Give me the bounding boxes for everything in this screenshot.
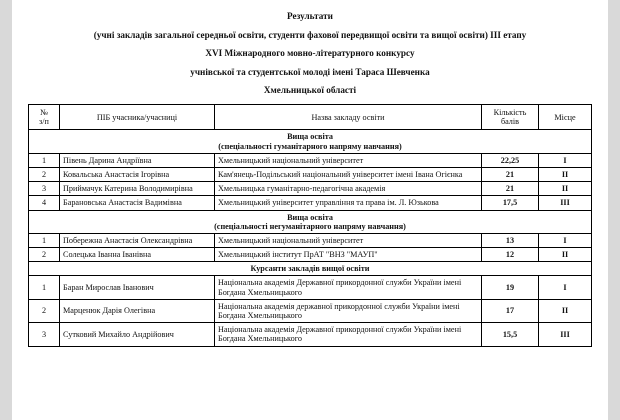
row-participant: Приймачук Катерина Володимирівна xyxy=(60,182,215,196)
row-score: 12 xyxy=(482,248,539,262)
results-table xyxy=(28,104,592,347)
document-body xyxy=(12,0,608,355)
section-heading xyxy=(29,210,592,233)
row-institution: Хмельницький інститут ПрАТ "ВНЗ "МАУП" xyxy=(215,248,482,262)
section-heading-row xyxy=(29,210,592,233)
row-number: 2 xyxy=(29,248,60,262)
title-line-4: учнівської та студентської молоді імені Тараса Шевченка xyxy=(190,66,430,77)
section-heading-line1: Курсанти закладів вищої освіти xyxy=(250,264,370,274)
row-institution: Національна академія Державної прикордонної служби України імені Богдана Хмельницького xyxy=(215,276,482,299)
row-participant: Марценюк Дарія Олегівна xyxy=(60,299,215,322)
row-institution: Хмельницький університет управління та права ім. Л. Юзькова xyxy=(215,196,482,210)
row-place: ІІІ xyxy=(539,323,592,346)
title-line-5: Хмельницької області xyxy=(263,84,357,95)
row-number: 1 xyxy=(29,276,60,299)
row-score: 19 xyxy=(482,276,539,299)
row-number: 1 xyxy=(29,153,60,167)
header-institution: Назва закладу освіти xyxy=(215,105,482,130)
table-row xyxy=(29,299,592,322)
table-row xyxy=(29,196,592,210)
header-number-line2: з/п xyxy=(39,117,49,127)
row-score: 17 xyxy=(482,299,539,322)
header-score-line1: Кількість xyxy=(493,108,527,118)
title-line-1: Результати xyxy=(287,11,333,21)
row-score: 13 xyxy=(482,233,539,247)
section-heading-line1: Вища освіта xyxy=(287,132,333,142)
document-title-block xyxy=(28,12,592,95)
title-line-3: XVI Міжнародного мовно-літературного конкурсу xyxy=(205,48,415,59)
row-participant: Ковальська Анастасія Ігорівна xyxy=(60,167,215,181)
row-number: 4 xyxy=(29,196,60,210)
table-row xyxy=(29,153,592,167)
section-heading xyxy=(29,130,592,153)
row-participant: Півень Дарина Андріївна xyxy=(60,153,215,167)
section-heading-row xyxy=(29,130,592,153)
table-row xyxy=(29,248,592,262)
row-place: І xyxy=(539,153,592,167)
table-header xyxy=(29,105,592,130)
table-row xyxy=(29,233,592,247)
header-number-line1: № xyxy=(40,108,48,118)
section-heading-line1: Вища освіта xyxy=(287,212,333,222)
row-score: 21 xyxy=(482,182,539,196)
table-header-row xyxy=(29,105,592,130)
table-row xyxy=(29,323,592,346)
row-institution: Хмельницька гуманітарно-педагогічна академія xyxy=(215,182,482,196)
row-score: 21 xyxy=(482,167,539,181)
header-score-line2: балів xyxy=(500,117,520,127)
header-score xyxy=(482,105,539,130)
header-participant: ПІБ учасника/учасниці xyxy=(60,105,215,130)
section-heading-line2: (спеціальності негуманітарного напряму навчання) xyxy=(214,221,406,231)
row-number: 1 xyxy=(29,233,60,247)
section-heading xyxy=(29,262,592,276)
title-line-2: (учні закладів загальної середньої освіти, студенти фахової передвищої освіти та вищої освіти) ІІІ етапу xyxy=(93,30,527,41)
table-row xyxy=(29,167,592,181)
row-participant: Сутковий Михайло Андрійович xyxy=(60,323,215,346)
header-place: Місце xyxy=(539,105,592,130)
row-place: І xyxy=(539,276,592,299)
row-institution: Національна академія державної прикордонної служби України імені Богдана Хмельницького xyxy=(215,299,482,322)
table-row xyxy=(29,182,592,196)
row-participant: Баран Мирослав Іванович xyxy=(60,276,215,299)
row-number: 2 xyxy=(29,299,60,322)
row-score: 22,25 xyxy=(482,153,539,167)
row-participant: Побережна Анастасія Олександрівна xyxy=(60,233,215,247)
section-heading-line2: (спеціальності гуманітарного напряму навчання) xyxy=(218,141,402,151)
row-institution: Хмельницький національний університет xyxy=(215,153,482,167)
row-institution: Національна академія Державної прикордонної служби України імені Богдана Хмельницького xyxy=(215,323,482,346)
row-institution: Хмельницький національний університет xyxy=(215,233,482,247)
row-score: 15,5 xyxy=(482,323,539,346)
row-participant: Барановська Анастасія Вадимівна xyxy=(60,196,215,210)
row-number: 3 xyxy=(29,323,60,346)
row-place: ІІ xyxy=(539,299,592,322)
row-place: ІІ xyxy=(539,182,592,196)
header-number xyxy=(29,105,60,130)
table-row xyxy=(29,276,592,299)
row-score: 17,5 xyxy=(482,196,539,210)
row-place: ІІ xyxy=(539,248,592,262)
row-number: 3 xyxy=(29,182,60,196)
row-place: І xyxy=(539,233,592,247)
row-number: 2 xyxy=(29,167,60,181)
row-place: ІІ xyxy=(539,167,592,181)
row-place: ІІІ xyxy=(539,196,592,210)
row-institution: Кам'янець-Подільський національний університет імені Івана Огієнка xyxy=(215,167,482,181)
row-participant: Солецька Іванна Іванівна xyxy=(60,248,215,262)
section-heading-row xyxy=(29,262,592,276)
table-body xyxy=(29,130,592,346)
document-page xyxy=(12,0,608,420)
